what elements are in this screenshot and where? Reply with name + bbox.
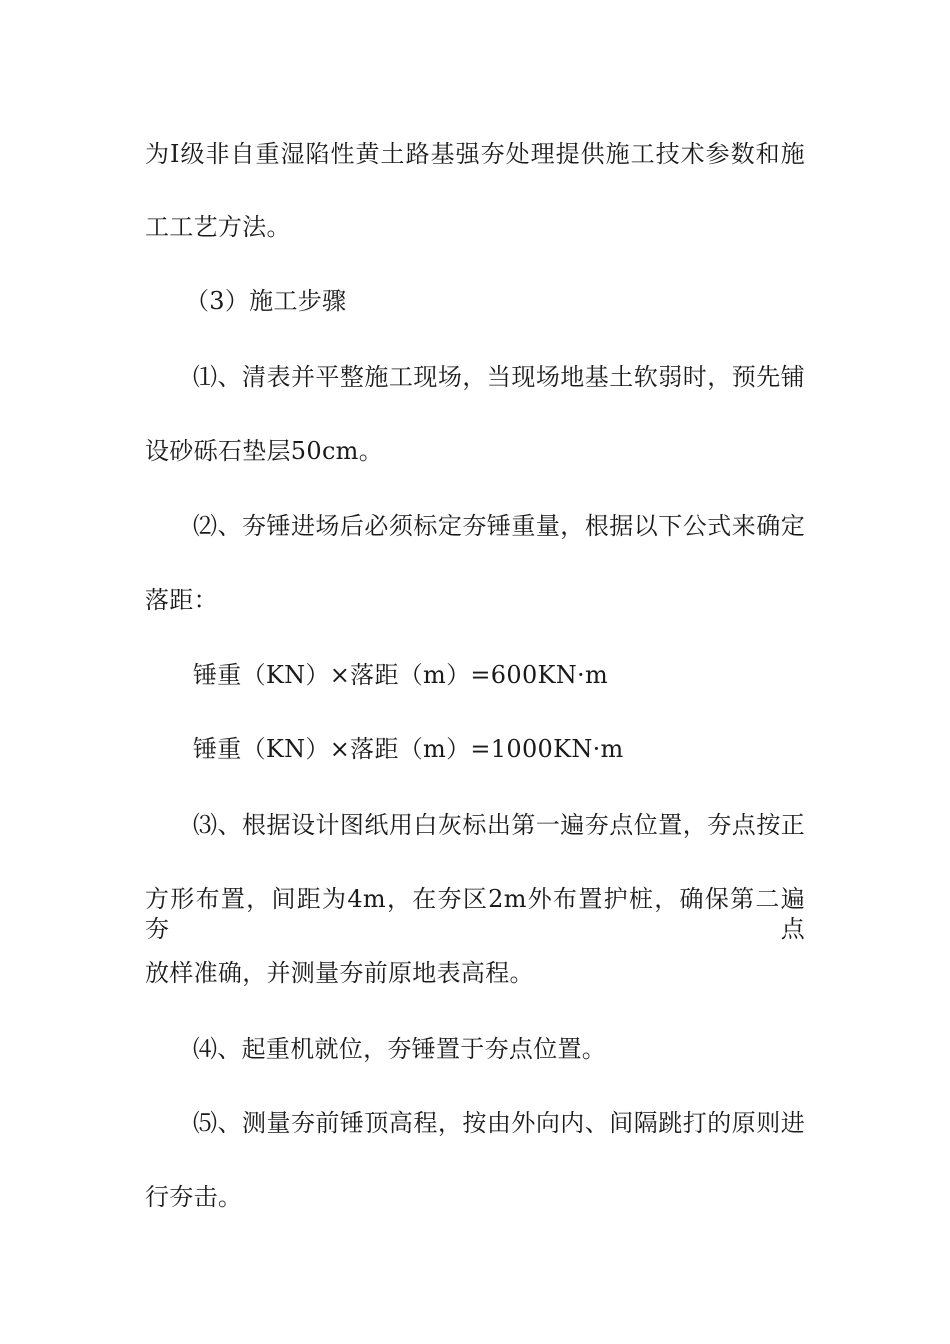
section-heading: （3）施工步骤	[185, 287, 347, 315]
paragraph-line: 设砂砾石垫层50cm。	[145, 437, 384, 465]
paragraph-line: ⑴、清表并平整施工现场，当现场地基土软弱时，预先铺	[193, 363, 805, 391]
paragraph-line: 落距：	[145, 586, 218, 614]
paragraph-line: ⑵、夯锤进场后必须标定夯锤重量，根据以下公式来确定	[193, 512, 805, 540]
paragraph-line: ⑷、起重机就位，夯锤置于夯点位置。	[193, 1035, 607, 1063]
paragraph-line: 放样准确，并测量夯前原地表高程。	[145, 959, 534, 987]
paragraph-line: 为Ⅰ级非自重湿陷性黄土路基强夯处理提供施工技术参数和施	[145, 140, 805, 168]
formula-line: 锤重（KN）×落距（m）=1000KN·m	[193, 735, 624, 763]
paragraph-line: 方形布置，间距为4m，在夯区2m外布置护桩，确保第二遍夯点	[145, 885, 805, 943]
paragraph-line: 行夯击。	[145, 1183, 243, 1211]
paragraph-line: ⑸、测量夯前锤顶高程，按由外向内、间隔跳打的原则进	[193, 1109, 805, 1137]
paragraph-line: 工工艺方法。	[145, 213, 291, 241]
paragraph-line: ⑶、根据设计图纸用白灰标出第一遍夯点位置，夯点按正	[193, 811, 805, 839]
formula-line: 锤重（KN）×落距（m）=600KN·m	[193, 661, 609, 689]
